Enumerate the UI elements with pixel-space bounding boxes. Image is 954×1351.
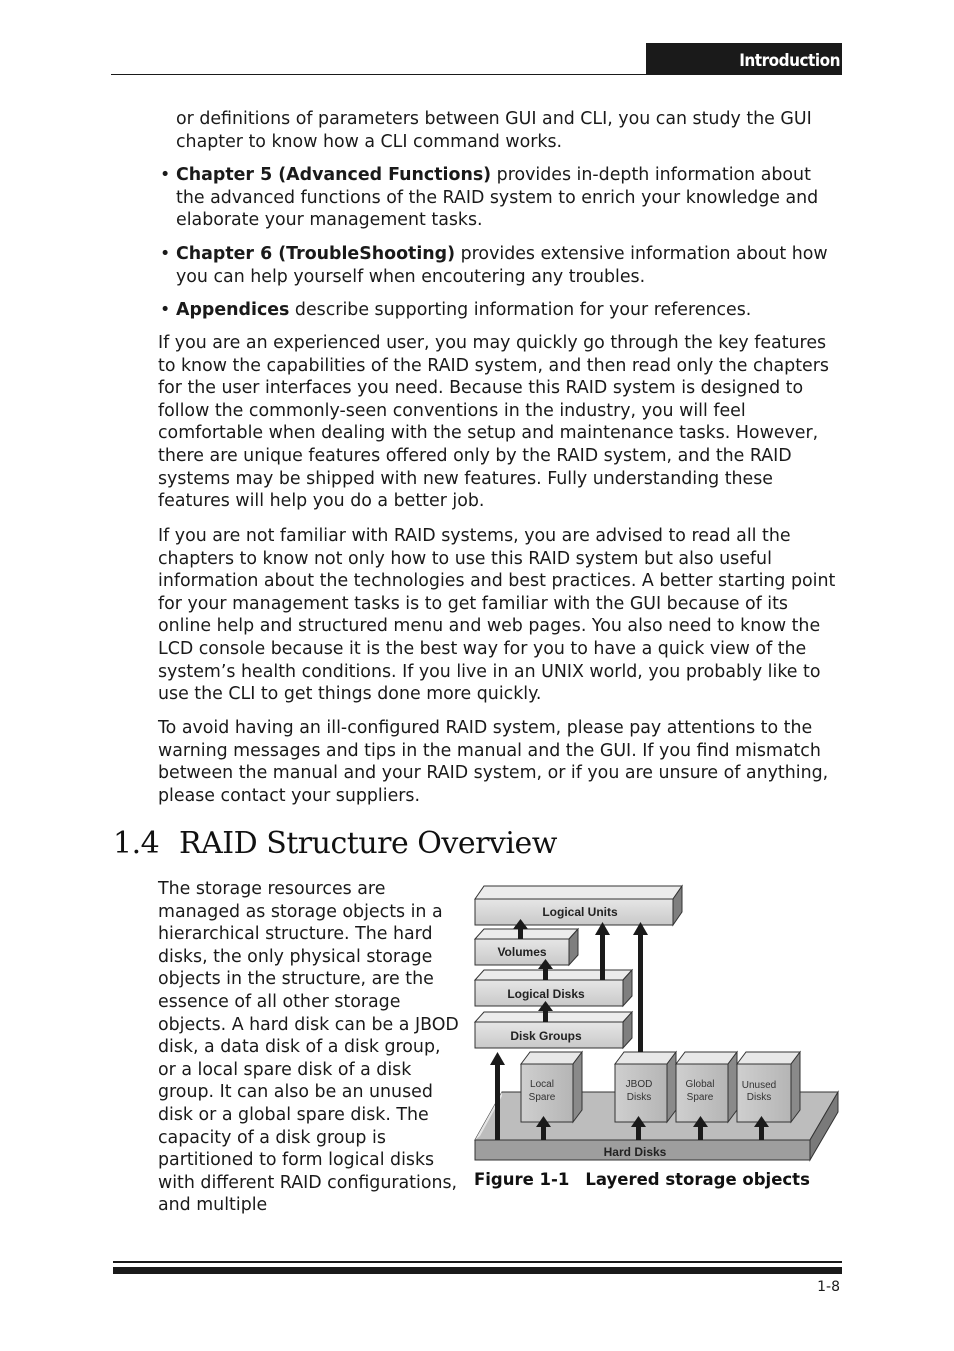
section-title: RAID Structure Overview xyxy=(179,826,557,861)
jbod-label-1: JBOD xyxy=(625,1079,653,1090)
intro-continuation-text: or definitions of parameters between GUI and CLI, you can study the GUI chapter to know how a CLI command works. xyxy=(176,109,812,152)
bullet-bold: Appendices xyxy=(176,300,290,320)
section-paragraph-text: The storage resources are managed as storage objects in a hierarchical structure. The hard disks, the only physical storage objects in the structure, are the essence of all other storage objects. A hard disk can be a JBOD disk, a data disk of a disk group, or a local spare disk of a disk group. It can also be an unused disk or a global spare disk. The capacity of a disk group is partitioned to form logical disks with different RAID configurations, and multiple xyxy=(158,879,459,1216)
footer-rule-thick xyxy=(113,1267,842,1274)
global-spare-label-1: Global xyxy=(685,1079,715,1090)
logical-disks-box xyxy=(475,970,632,1006)
arrow-up-icon xyxy=(633,922,648,1052)
section-paragraph xyxy=(158,878,462,1217)
section-heading xyxy=(113,826,557,861)
unused-label-2: Disks xyxy=(746,1092,772,1103)
layered-storage-figure xyxy=(470,880,842,1174)
volumes-box xyxy=(475,929,578,965)
bullet-text: describe supporting information for your references. xyxy=(289,300,752,320)
bullet-chapter-5 xyxy=(158,164,842,232)
hard-disks-label: Hard Disks xyxy=(603,1145,667,1159)
header-section-label: Introduction xyxy=(739,51,840,71)
unused-label-1: Unused xyxy=(741,1080,777,1091)
disk-groups-label: Disk Groups xyxy=(510,1029,582,1043)
paragraph-ill-configured xyxy=(158,717,842,807)
bullet-dot: • xyxy=(160,244,171,264)
volumes-label: Volumes xyxy=(497,945,547,959)
jbod-label-2: Disks xyxy=(626,1092,652,1103)
global-spare-disk xyxy=(676,1052,737,1122)
figure-caption-text: Layered storage objects xyxy=(585,1170,810,1189)
bullet-dot: • xyxy=(160,300,171,320)
bullet-text: provides extensive information about how you can help yourself when encoutering any troubles. xyxy=(176,244,828,287)
logical-disks-label: Logical Disks xyxy=(507,987,585,1001)
figure-caption-label: Figure 1-1 xyxy=(474,1170,570,1189)
global-spare-label-2: Spare xyxy=(686,1092,714,1103)
logical-units-box xyxy=(475,886,682,925)
section-number: 1.4 xyxy=(113,826,160,861)
logical-units-label: Logical Units xyxy=(542,905,618,919)
unused-disks xyxy=(737,1052,800,1122)
bullet-dot: • xyxy=(160,165,171,185)
local-spare-disk xyxy=(521,1052,582,1122)
paragraph-text: To avoid having an ill-configured RAID system, please pay attentions to the warning messages and tips in the manual and the GUI. If you find mismatch between the manual and your RAID system, or if you are unsure of anything, please contact your suppliers. xyxy=(158,718,829,806)
paragraph-experienced-user xyxy=(158,332,842,513)
bullet-bold: Chapter 5 (Advanced Functions) xyxy=(176,165,492,185)
footer-rule-thin xyxy=(113,1261,842,1263)
bullet-bold: Chapter 6 (TroubleShooting) xyxy=(176,244,456,264)
jbod-disks xyxy=(615,1052,676,1122)
bullet-appendices xyxy=(158,299,842,322)
disk-groups-box xyxy=(475,1012,632,1048)
page-number: 1-8 xyxy=(817,1279,840,1295)
paragraph-unfamiliar-user xyxy=(158,525,842,706)
paragraph-text: If you are not familiar with RAID systems, you are advised to read all the chapters to know not only how to use this RAID system but also useful information about the technologies and best practices. A better starting point for your management tasks is to get familiar with the GUI because of its online help and structured menu and web pages. You also need to know the LCD console because it is the best way for you to have a quick view of the system’s health conditions. If you live in an UNIX world, you probably like to use the CLI to get things done more quickly. xyxy=(158,526,836,705)
paragraph-text: If you are an experienced user, you may quickly go through the key features to know the capabilities of the RAID system, and then read only the chapters for the user interfaces you need. Because this RAID system is designed to follow the commonly-seen conventions in the industry, you will feel comfortable when dealing with the setup and maintenance tasks. However, there are unique features offered only by the RAID system, and the RAID systems may be shipped with new features. Fully understanding these features will help you do a better job. xyxy=(158,333,829,512)
header-rule xyxy=(111,74,841,75)
bullet-text: provides in-depth information about the advanced functions of the RAID system to enrich your knowledge and elaborate your management tasks. xyxy=(176,165,819,231)
header-section-tab xyxy=(646,43,842,75)
bullet-chapter-6 xyxy=(158,243,842,288)
layered-storage-diagram xyxy=(470,880,842,1170)
figure-caption xyxy=(474,1170,810,1189)
intro-continuation xyxy=(176,108,842,153)
local-spare-label-2: Spare xyxy=(528,1092,556,1103)
local-spare-label-1: Local xyxy=(530,1079,554,1090)
